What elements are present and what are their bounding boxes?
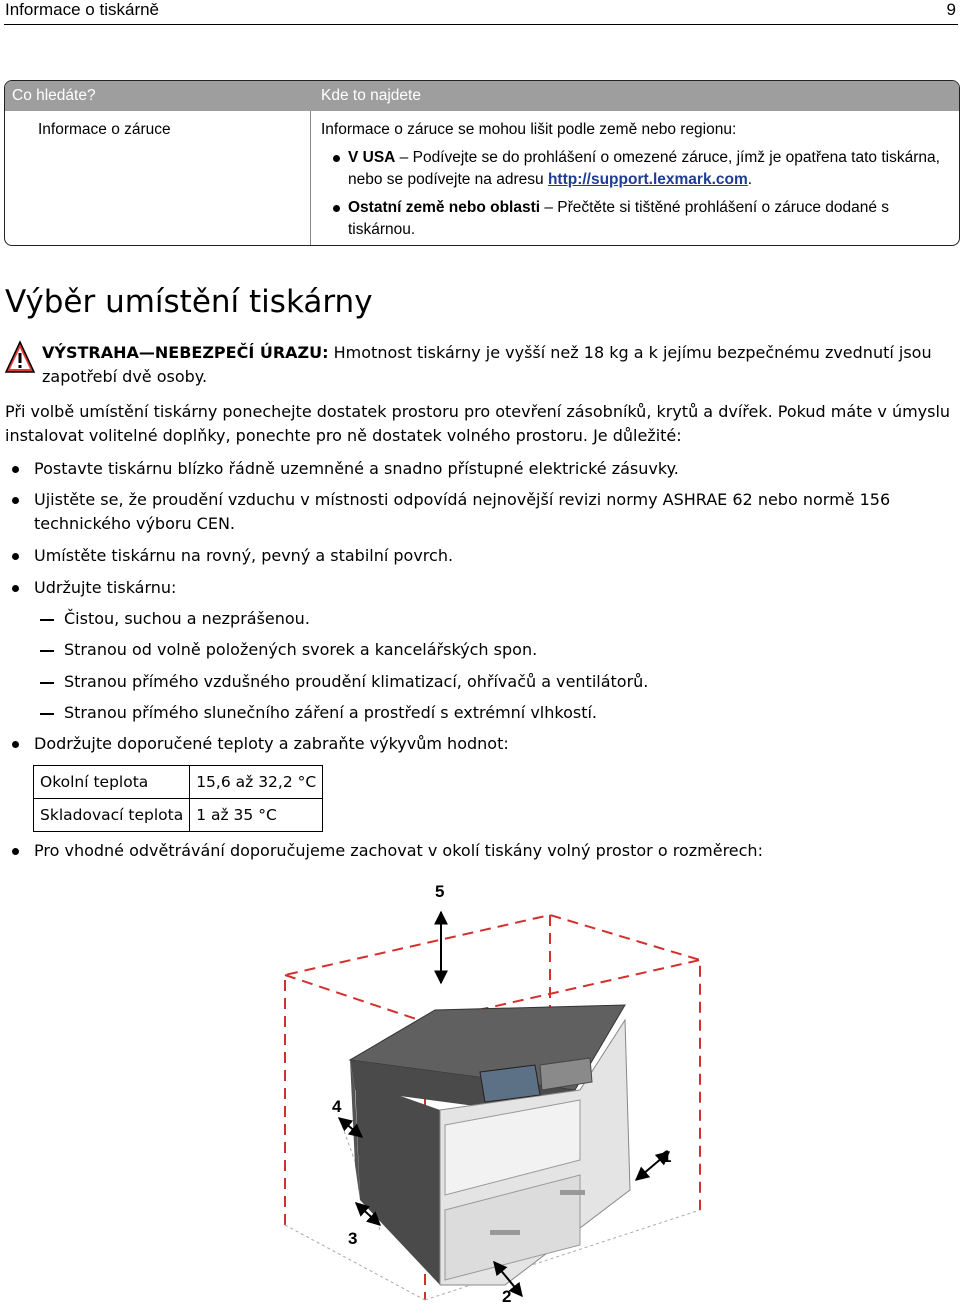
list-item: [12, 576, 942, 600]
clearance-label-top: 5: [435, 882, 445, 901]
list-item: [12, 457, 942, 481]
bullet-dot: [333, 205, 340, 212]
clearance-label-front-left: 3: [348, 1229, 358, 1248]
bullet-text-end: .: [747, 171, 753, 188]
support-link[interactable]: http://support.lexmark.com: [547, 171, 748, 188]
clearance-label-left: 4: [332, 1097, 342, 1116]
table-row: [34, 766, 323, 799]
list-item-text: Ujistěte se, že proudění vzduchu v místnosti odpovídá nejnovější revizi normy ASHRAE 62 nebo normě 156 technického výboru CEN.: [34, 490, 891, 533]
bullet-dot: [12, 553, 19, 560]
temp-value: 1 až 35 °C: [190, 799, 323, 832]
warning-icon: [4, 339, 36, 375]
bullet-bold-label: Ostatní země nebo oblasti: [348, 199, 541, 216]
dash-marker: [40, 713, 54, 715]
bullet-dot: [12, 497, 19, 504]
list-item-text: Pro vhodné odvětrávání doporučujeme zachovat v okolí tiskány volný prostor o rozměrech:: [34, 841, 763, 860]
table-row-label: Informace o záruce: [38, 121, 171, 138]
sub-list-item: [40, 638, 537, 662]
sub-list-item-text: Stranou přímého slunečního záření a prostředí s extrémní vlhkostí.: [64, 703, 598, 722]
dash-marker: [40, 619, 54, 621]
temp-value: 15,6 až 32,2 °C: [190, 766, 323, 799]
header-title: Informace o tiskárně: [5, 0, 160, 19]
dash-marker: [40, 650, 54, 652]
temp-label: Skladovací teplota: [34, 799, 190, 832]
table-column-divider: [310, 111, 311, 245]
clearance-label-right: 1: [662, 1147, 672, 1166]
bullet-dot: [12, 466, 19, 473]
bullet-dot: [333, 155, 340, 162]
bullet-text: – Podívejte se do prohlášení o omezené záruce, jímž je opatřena tato tiskárna, nebo se podívejte na adresu: [348, 149, 940, 188]
table-header-where: Kde to najdete: [321, 87, 421, 104]
clearance-diagram: [230, 870, 730, 1310]
sub-list-item: [40, 607, 310, 631]
temperature-table: [33, 765, 323, 832]
warning-label: VÝSTRAHA—NEBEZPEČÍ ÚRAZU:: [42, 343, 329, 362]
sub-list-item-text: Čistou, suchou a nezprášenou.: [64, 609, 310, 628]
clearance-label-front: 2: [502, 1287, 512, 1306]
sub-list-item: [40, 670, 648, 694]
list-item: [12, 732, 942, 756]
sub-list-item: [40, 701, 597, 725]
temp-label: Okolní teplota: [34, 766, 190, 799]
intro-paragraph: Při volbě umístění tiskárny ponechejte dostatek prostoru pro otevření zásobníků, krytů a dvířek. Pokud máte v úmyslu instalovat volitelné doplňky, ponechte pro ně dostatek volného prostoru. Je důležité:: [5, 402, 951, 445]
sub-list-item-text: Stranou od volně položených svorek a kancelářských spon.: [64, 640, 538, 659]
table-bullet-usa: [321, 147, 951, 191]
dash-marker: [40, 682, 54, 684]
list-item: [12, 544, 942, 568]
page-header: [0, 0, 960, 22]
section-title: Výběr umístění tiskárny: [5, 284, 373, 320]
bullet-bold-label: V USA: [348, 149, 396, 166]
bullet-text: – Přečtěte si tištěné prohlášení o záruce dodané s tiskárnou.: [348, 199, 890, 238]
bullet-dot: [12, 585, 19, 592]
table-header-row: [5, 81, 959, 111]
sub-list-item-text: Stranou přímého vzdušného proudění klimatizací, ohřívačů a ventilátorů.: [64, 672, 649, 691]
table-row: [34, 799, 323, 832]
printer-illustration: [350, 1005, 630, 1285]
bullet-dot: [12, 848, 19, 855]
list-item-text: Postavte tiskárnu blízko řádně uzemněné a snadno přístupné elektrické zásuvky.: [34, 459, 679, 478]
warning-text: [42, 341, 947, 389]
list-item: [12, 488, 942, 536]
warning-body: Hmotnost tiskárny je vyšší než 18 kg a k jejímu bezpečnému zvednutí jsou zapotřebí dvě osoby.: [42, 343, 932, 386]
table-header-what: Co hledáte?: [12, 87, 96, 104]
page-number: 9: [946, 0, 956, 19]
list-item: [12, 839, 942, 863]
list-item-text: Udržujte tiskárnu:: [34, 578, 177, 597]
bullet-dot: [12, 741, 19, 748]
list-item-text: Umístěte tiskárnu na rovný, pevný a stabilní povrch.: [34, 546, 454, 565]
list-item-text: Dodržujte doporučené teploty a zabraňte výkyvům hodnot:: [34, 734, 509, 753]
warranty-info-table: [4, 80, 960, 246]
table-row-intro: Informace o záruce se mohou lišit podle země nebo regionu:: [321, 121, 737, 138]
header-divider: [4, 24, 958, 25]
table-bullet-other: [321, 197, 951, 241]
